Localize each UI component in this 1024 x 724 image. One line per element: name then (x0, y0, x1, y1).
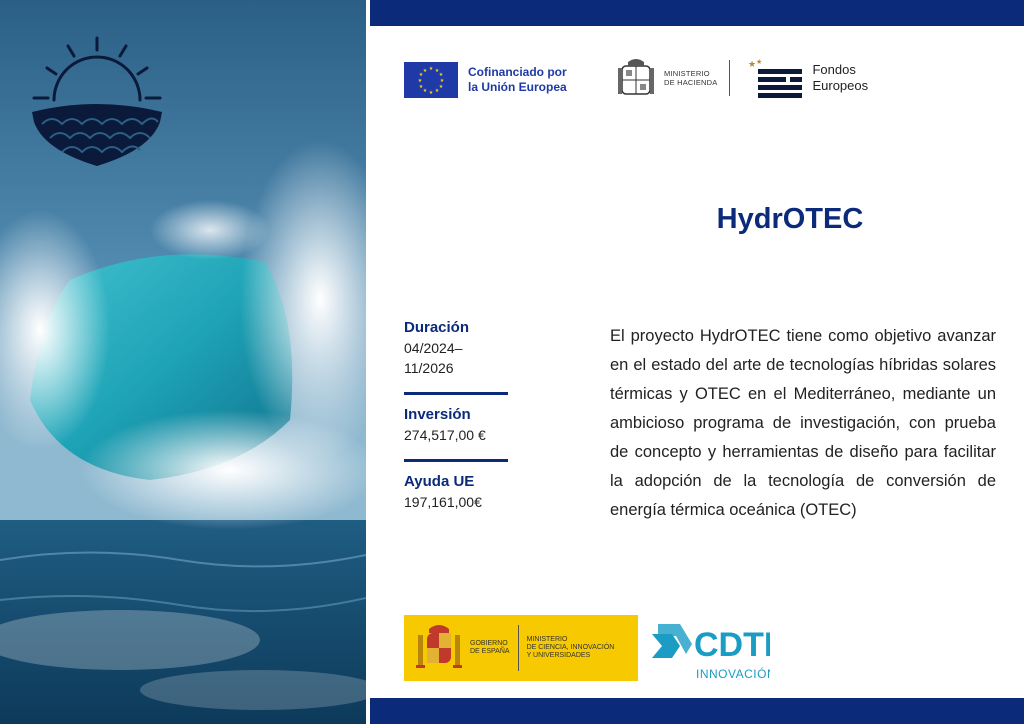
project-description: El proyecto HydrOTEC tiene como objetivo avanzar en el estado del arte de tecnologías híbridas solares térmicas y OTEC en el Mediterráneo, mediante un ambicioso programa de investigación, con prueba de concepto y herramientas de diseño para facilitar la adopción de la tecnología de conversión de energía térmica oceánica (OTEC) (610, 327, 996, 519)
bottom-bar (370, 698, 1024, 724)
svg-text:★: ★ (418, 72, 424, 78)
eu-cofinanced-logo (404, 62, 578, 98)
svg-text:★: ★ (434, 68, 440, 74)
fact-divider (404, 392, 508, 395)
top-bar (370, 0, 1024, 26)
svg-text:★: ★ (418, 84, 424, 90)
svg-text:★: ★ (422, 68, 428, 74)
ministerio-line2: DE CIENCIA, INNOVACIÓN (526, 644, 615, 651)
svg-text:★: ★ (748, 60, 757, 70)
cdti-sub: INNOVACIÓN (696, 667, 770, 681)
svg-text:★: ★ (756, 58, 763, 66)
svg-text:★: ★ (428, 66, 434, 72)
svg-text:★: ★ (428, 90, 434, 96)
fact-value: 04/2024– 11/2026 (404, 340, 463, 376)
fact-divider (404, 459, 508, 462)
svg-text:★: ★ (439, 78, 445, 84)
ministerio-line1: MINISTERIO (526, 636, 568, 643)
svg-text:★: ★ (417, 78, 423, 84)
wave-photo (0, 0, 366, 724)
svg-text:★: ★ (438, 72, 444, 78)
fact-value: 197,161,00€ (404, 494, 482, 510)
svg-text:★: ★ (422, 88, 428, 94)
svg-text:★: ★ (438, 84, 444, 90)
fact-label: Ayuda UE (404, 473, 475, 490)
fondos-europeos-icon (742, 57, 804, 99)
fondos-line2: Europeos (812, 78, 869, 93)
ministry-line1: MINISTERIO (664, 69, 710, 78)
ministerio-line3: Y UNIVERSIDADES (526, 652, 591, 659)
fact-duracion (404, 318, 514, 378)
ministry-line2: DE HACIENDA (664, 78, 718, 87)
spain-coat-of-arms-icon (616, 56, 656, 100)
fact-value: 274,517,00 € (404, 427, 486, 443)
fact-ayuda-ue (404, 472, 514, 512)
spain-coat-of-arms-icon (414, 621, 464, 675)
eu-flag-icon (404, 62, 458, 98)
fondos-line1: Fondos (812, 62, 856, 77)
hacienda-fondos-logo (616, 56, 868, 100)
eu-text-line2: la Unión Europea (468, 80, 567, 94)
cdti-name: CDTI (694, 626, 770, 664)
gobierno-line1: GOBIERNO (470, 640, 508, 647)
fact-label: Inversión (404, 406, 471, 423)
project-title: HydrOTEC (716, 203, 864, 235)
logo-divider (729, 60, 730, 96)
logo-divider (518, 625, 519, 671)
fact-label: Duración (404, 319, 470, 336)
svg-text:★: ★ (434, 88, 440, 94)
gobierno-line2: DE ESPAÑA (470, 648, 510, 655)
fact-inversion (404, 405, 514, 445)
gobierno-espana-logo (404, 615, 638, 681)
eu-text-line1: Cofinanciado por (468, 65, 567, 79)
cdti-logo (650, 614, 770, 684)
cdti-logo-icon (650, 614, 770, 684)
project-facts (404, 318, 514, 512)
